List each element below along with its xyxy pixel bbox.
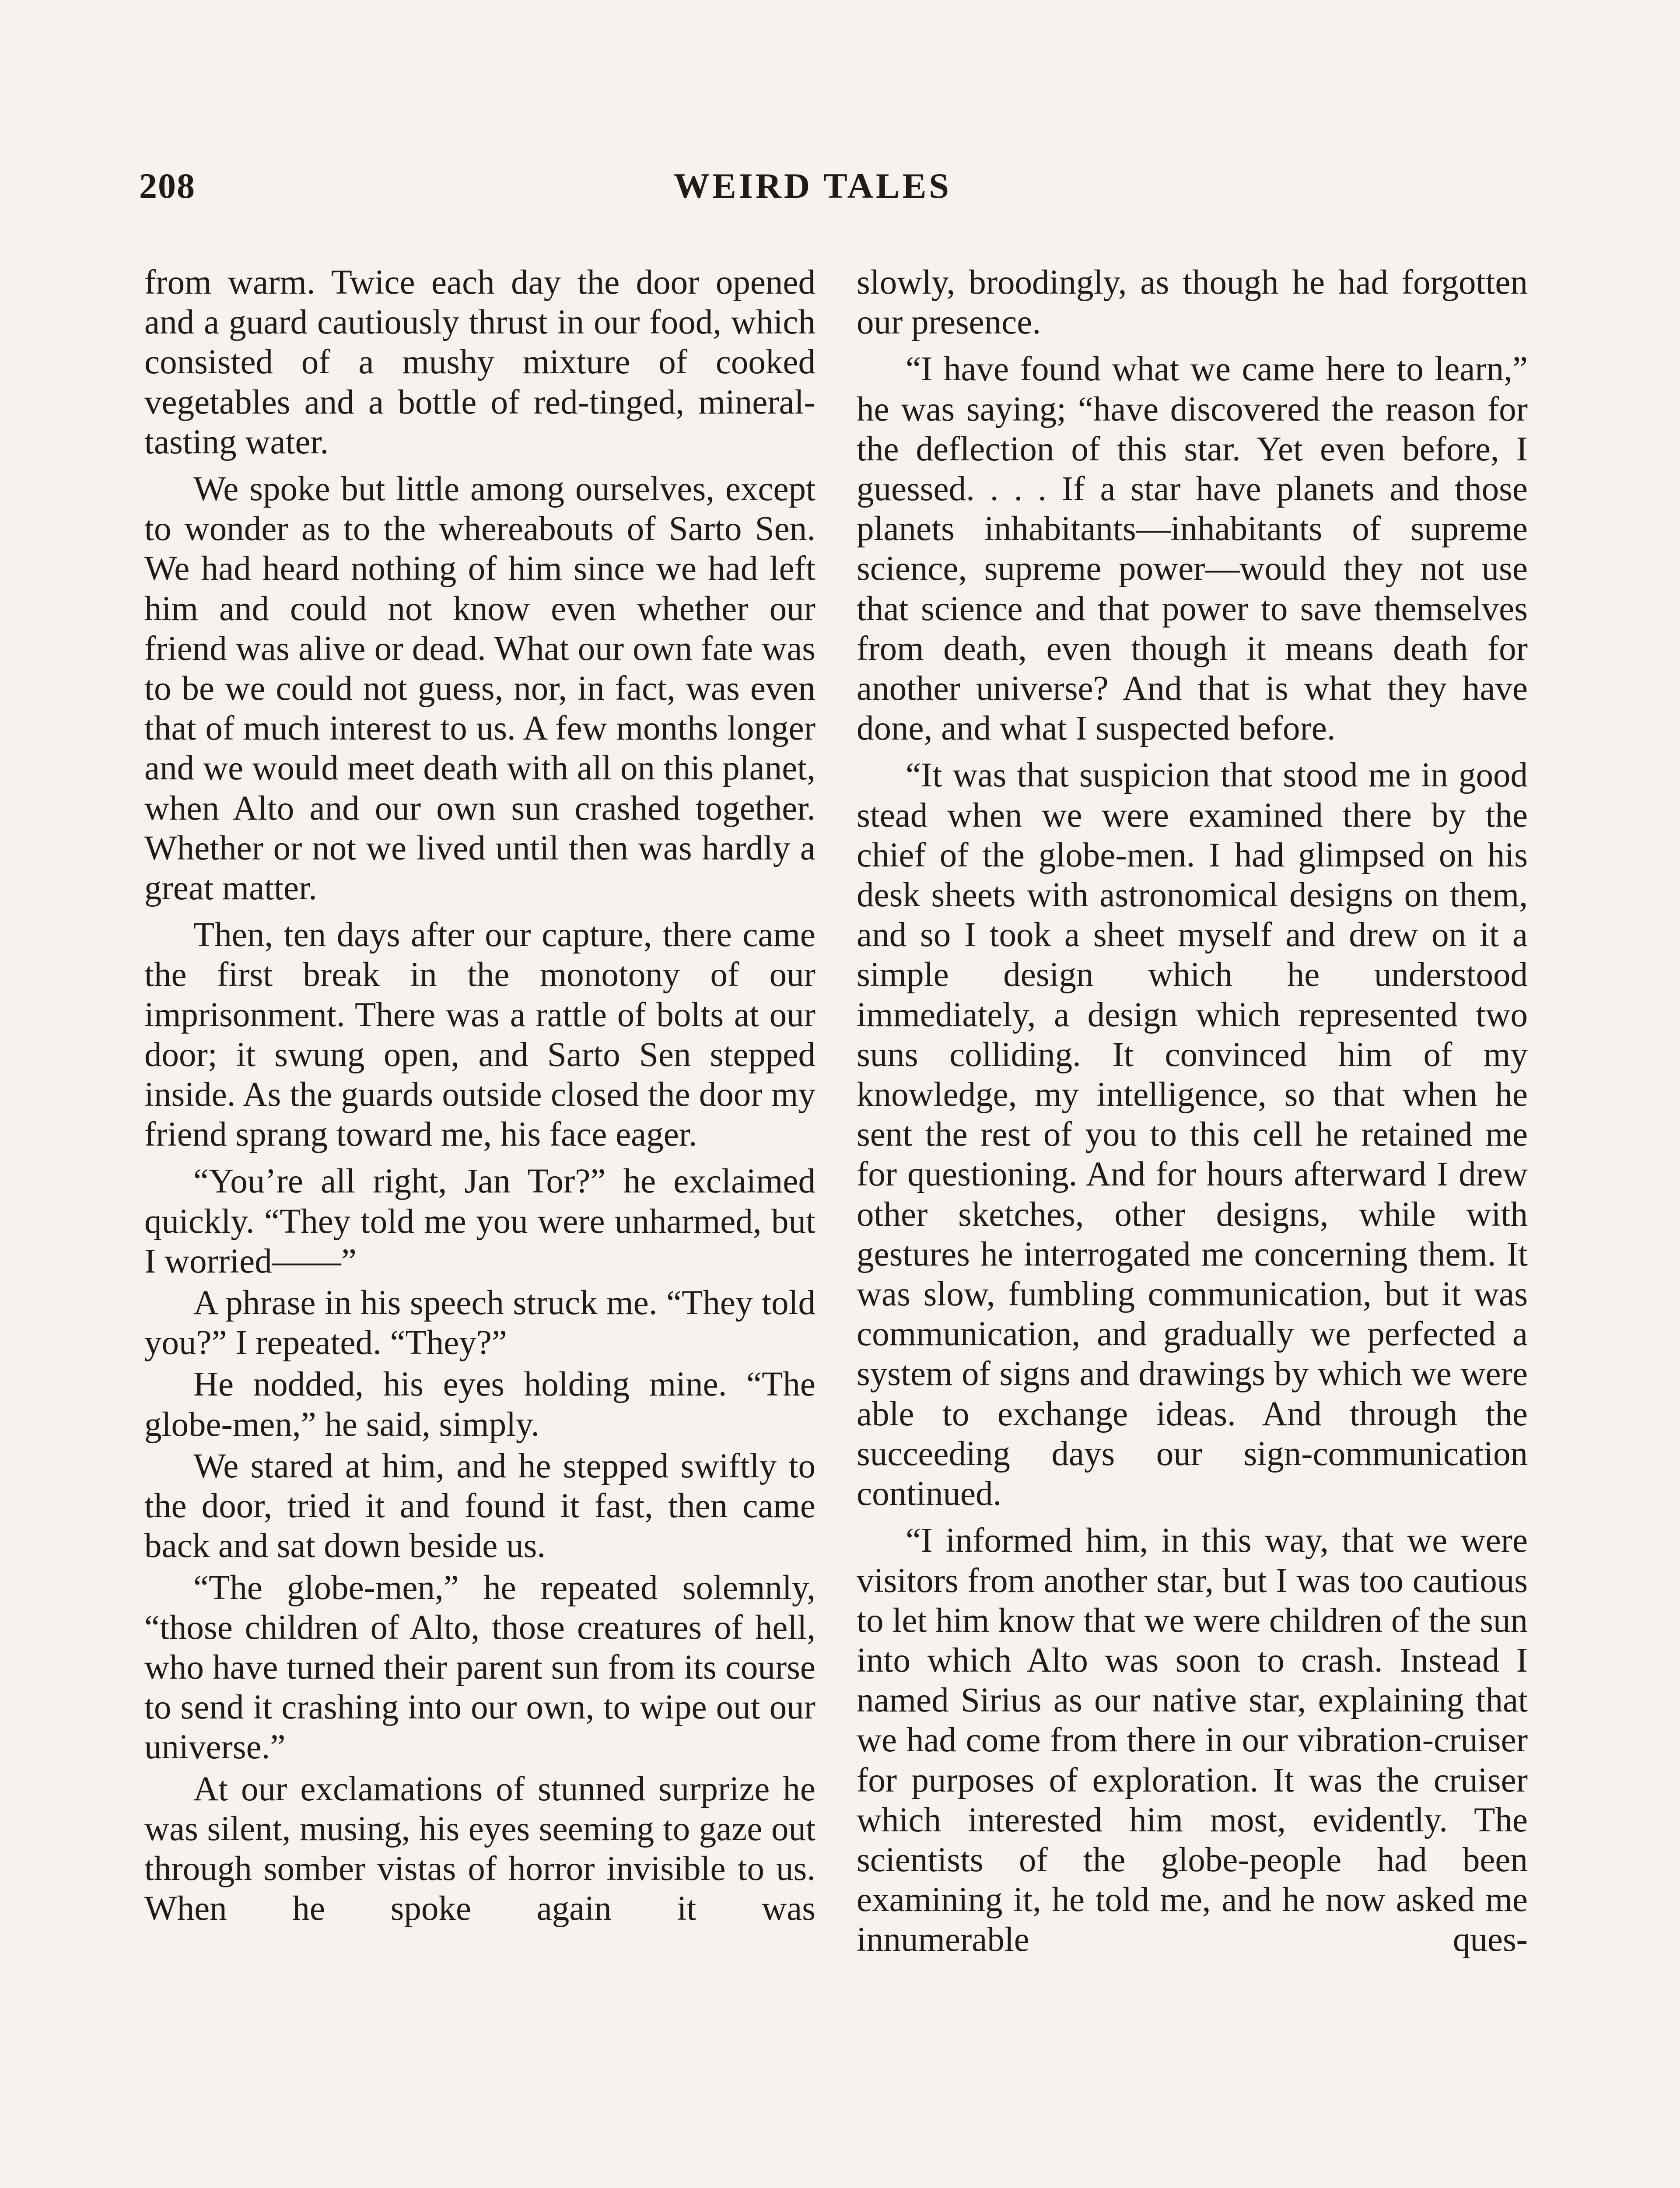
paragraph: He nodded, his eyes holding mine. “The globe-men,” he said, simply. <box>144 1365 816 1444</box>
paragraph: At our exclamations of stunned surprize he was silent, musing, his eyes seeming to gaze out through somber vistas of horror invisible to us. When he spoke again it was <box>144 1770 816 1928</box>
paragraph: slowly, broodingly, as though he had forgotten our presence. <box>857 263 1528 342</box>
paragraph: “The globe-men,” he repeated solemnly, “those children of Alto, those creatures of hell, who have turned their parent sun from its course to send it crashing into our own, to wipe out our universe.” <box>144 1568 816 1767</box>
right-column <box>857 263 1528 1967</box>
paragraph: We stared at him, and he stepped swiftly to the door, tried it and found it fast, then came back and sat down beside us. <box>144 1447 816 1565</box>
paragraph: “It was that suspicion that stood me in good stead when we were examined there by the chief of the globe-men. I had glimpsed on his desk sheets with astronomical designs on them, and so I took a sheet myself and drew on it a simple design which he understood immediately, a design which represented two suns colliding. It convinced him of my knowledge, my intelligence, so that when he sent the rest of you to this cell he retained me for questioning. And for hours afterward I drew other sketches, other designs, while with gestures he interrogated me concerning them. It was slow, fumbling communication, but it was communication, and gradually we perfected a system of signs and drawings by which we were able to exchange ideas. And through the succeeding days our sign-communication continued. <box>857 756 1528 1513</box>
running-head: WEIRD TALES <box>674 166 952 206</box>
paragraph: “I informed him, in this way, that we were visitors from another star, but I was too cautious to let him know that we were children of the sun into which Alto was soon to crash. Instead I named Sirius as our native star, explaining that we had come from there in our vibration-cruiser for purposes of exploration. It was the cruiser which interested him most, evidently. The scientists of the globe-people had been examining it, he told me, and he now asked me innumerable ques- <box>857 1522 1528 1959</box>
page-number: 208 <box>139 166 196 206</box>
left-column <box>144 263 816 1936</box>
paragraph: “I have found what we came here to learn,” he was saying; “have discovered the reason for the deflection of this star. Yet even before, I guessed. . . . If a star have planets and those planets inhabitants—inhabitants of supreme science, supreme power—would they not use that science and that power to save themselves from death, even though it means death for another universe? And that is what they have done, and what I suspected before. <box>857 350 1528 748</box>
paragraph: “You’re all right, Jan Tor?” he exclaimed quickly. “They told me you were unharmed, but I worried——” <box>144 1162 816 1280</box>
paragraph: from warm. Twice each day the door opened and a guard cautiously thrust in our food, which consisted of a mushy mixture of cooked vegetables and a bottle of red-tinged, mineral-tasting water. <box>144 263 816 461</box>
paragraph: Then, ten days after our capture, there came the first break in the monotony of our imprisonment. There was a rattle of bolts at our door; it swung open, and Sarto Sen stepped inside. As the guards outside closed the door my friend sprang toward me, his face eager. <box>144 916 816 1154</box>
paragraph: We spoke but little among ourselves, except to wonder as to the whereabouts of Sarto Sen. We had heard nothing of him since we had left him and could not know even whether our friend was alive or dead. What our own fate was to be we could not guess, nor, in fact, was even that of much interest to us. A few months longer and we would meet death with all on this planet, when Alto and our own sun crashed together. Whether or not we lived until then was hardly a great matter. <box>144 470 816 908</box>
paragraph: A phrase in his speech struck me. “They told you?” I repeated. “They?” <box>144 1284 816 1362</box>
